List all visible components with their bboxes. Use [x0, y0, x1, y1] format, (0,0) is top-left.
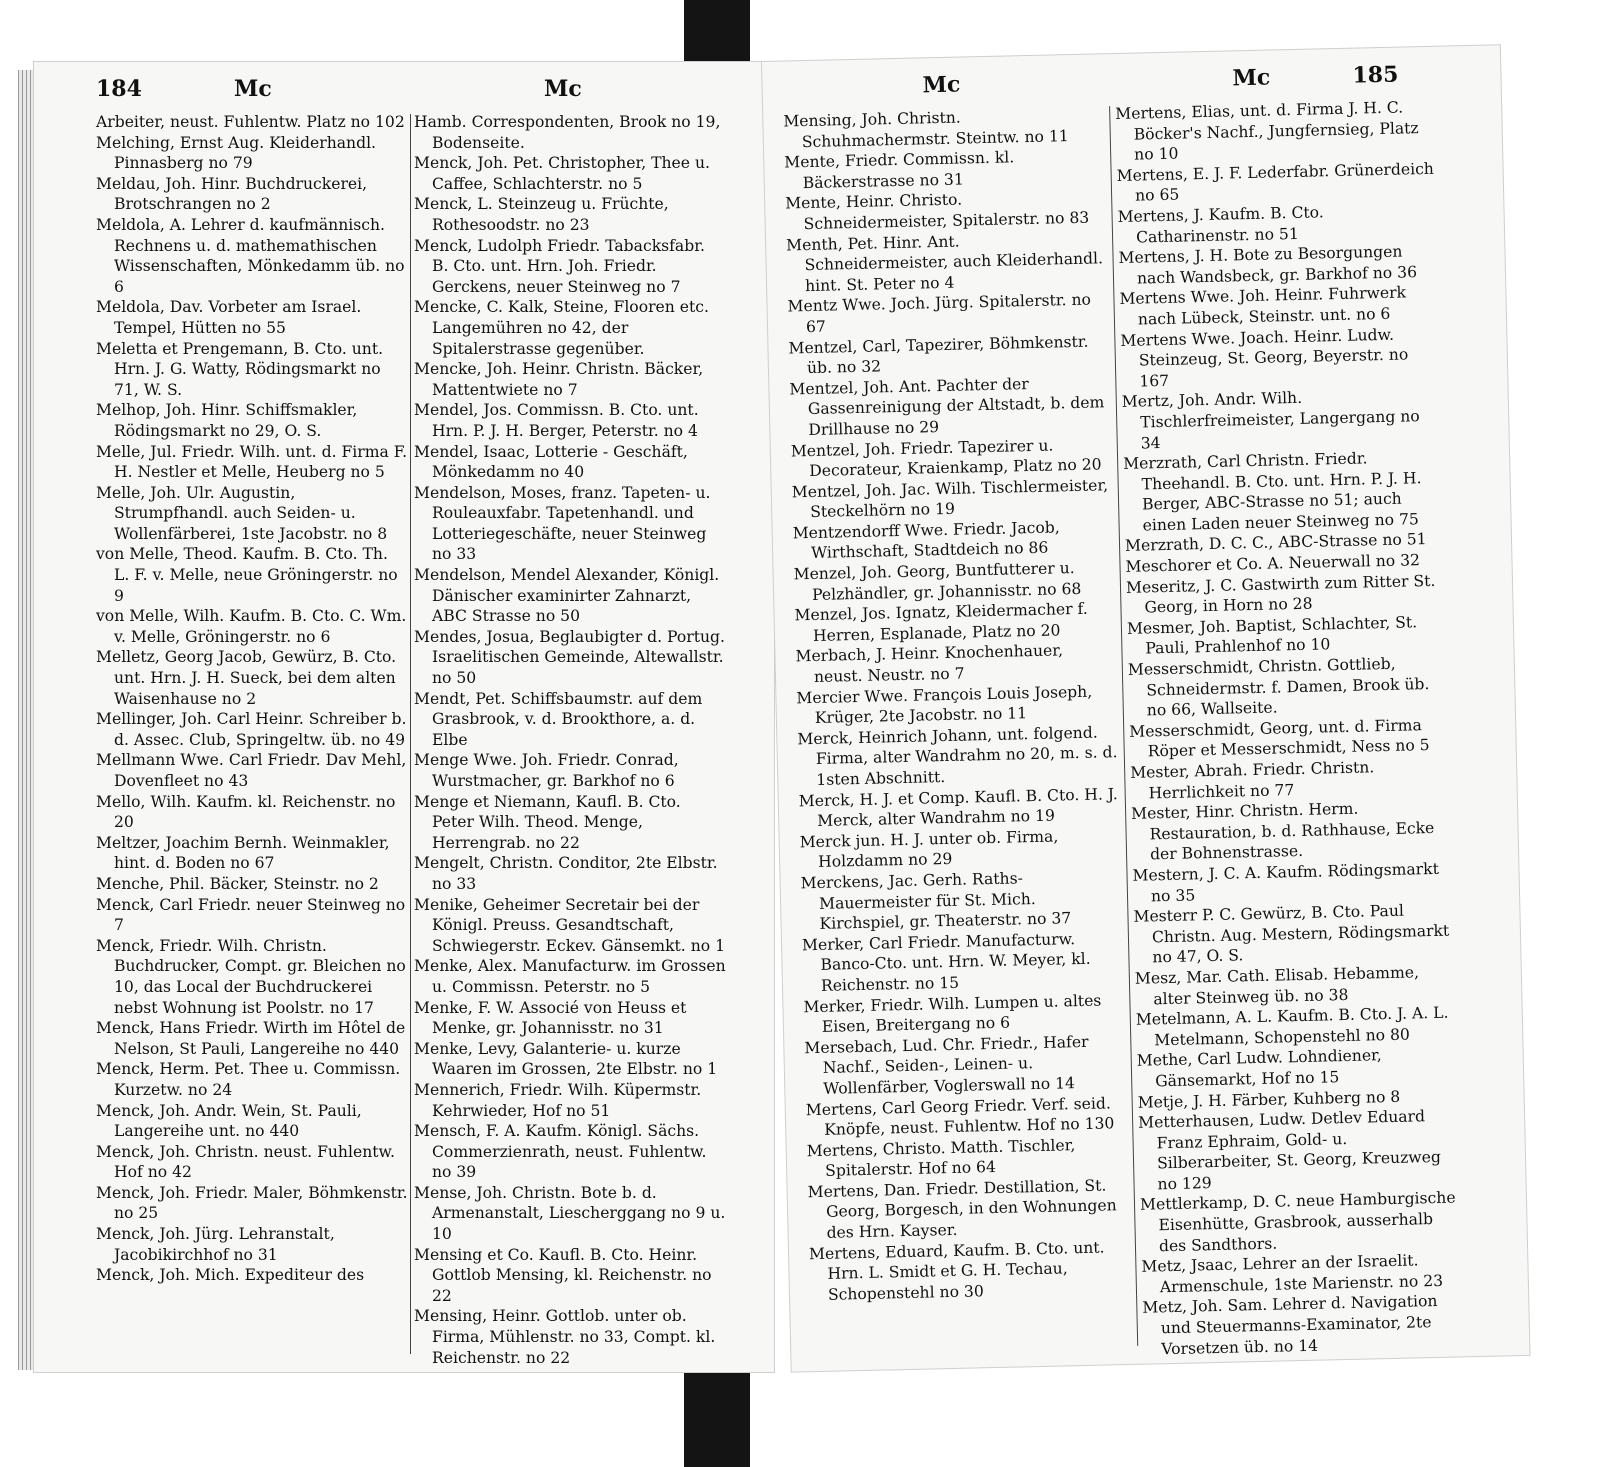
- directory-entry: Merck, H. J. et Comp. Kaufl. B. Cto. H. J. Merck, alter Wandrahm no 19: [798, 784, 1118, 831]
- running-head-left-2: Mc: [544, 76, 582, 102]
- directory-entry: Menck, Friedr. Wilh. Christn. Buchdrucker, Compt. gr. Bleichen no 10, das Local der Buchdruckerei nebst Wohnung ist Poolstr. no 17: [96, 936, 406, 1017]
- directory-entry: Mengelt, Christn. Conditor, 2te Elbstr. no 33: [414, 854, 718, 893]
- column-divider: [410, 114, 411, 1354]
- directory-entry: Mendes, Josua, Beglaubigter d. Portug. Israelitischen Gemeinde, Altewallstr. no 50: [414, 627, 725, 688]
- directory-entry: Menche, Phil. Bäcker, Steinstr. no 2: [96, 874, 379, 893]
- directory-entry: Mertens, E. J. F. Lederfabr. Grünerdeich no 65: [1116, 159, 1435, 205]
- directory-entry: Mertens, Dan. Friedr. Destillation, St. Georg, Borgesch, in den Wohnungen des Hrn. Kayser.: [807, 1176, 1117, 1242]
- directory-entry: Melletz, Georg Jacob, Gewürz, B. Cto. unt. Hrn. J. H. Sueck, bei dem alten Waisenhause no 2: [96, 648, 397, 708]
- directory-entry: Meldola, A. Lehrer d. kaufmännisch. Rechnens u. d. mathemathischen Wissenschaften, Mönkedamm üb. no 6: [96, 215, 405, 296]
- directory-entry: Menck, L. Steinzeug u. Früchte, Rothesoodstr. no 23: [414, 195, 669, 234]
- directory-entry: Arbeiter, neust. Fuhlentw. Platz no 102: [96, 113, 405, 131]
- directory-entry: Mendel, Isaac, Lotterie - Geschäft, Mönkedamm no 40: [414, 442, 688, 482]
- directory-entry: Mertens Wwe. Joach. Heinr. Ludw. Steinzeug, St. Georg, Beyerstr. no 167: [1120, 325, 1409, 391]
- directory-entry: Mendelson, Moses, franz. Tapeten- u. Rouleauxfabr. Tapetenhandl. und Lotteriegeschäfte, neuer Steinweg no 33: [414, 483, 711, 564]
- directory-entry: Mettlerkamp, D. C. neue Hamburgische Eisenhütte, Grasbrook, ausserhalb des Sandthors.: [1139, 1189, 1456, 1255]
- directory-entry: Menck, Ludolph Friedr. Tabacksfabr. B. Cto. unt. Hrn. Joh. Friedr. Gerckens, neuer Steinweg no 7: [414, 236, 705, 296]
- directory-entry: Meschorer et Co. A. Neuerwall no 32: [1125, 551, 1421, 576]
- running-head-right-2: Mc: [1232, 64, 1271, 92]
- directory-entry: Menck, Herm. Pet. Thee u. Commissn. Kurzetw. no 24: [96, 1060, 401, 1099]
- directory-entry: Metelmann, A. L. Kaufm. B. Cto. J. A. L. Metelmann, Schopenstehl no 80: [1135, 1003, 1449, 1050]
- directory-entry: Menck, Joh. Mich. Expediteur des: [96, 1266, 365, 1285]
- directory-entry: Merker, Carl Friedr. Manufacturw. Banco-Cto. unt. Hrn. W. Meyer, kl. Reichenstr. no 15: [801, 929, 1091, 995]
- directory-entry: Mester, Abrah. Friedr. Christn. Herrlichkeit no 77: [1130, 758, 1375, 803]
- directory-entry: Metz, Jsaac, Lehrer an der Israelit. Armenschule, 1ste Marienstr. no 23: [1141, 1251, 1444, 1297]
- directory-entry: Menck, Joh. Pet. Christopher, Thee u. Caffee, Schlachterstr. no 5: [414, 154, 710, 193]
- directory-entry: Mertens, J. H. Bote zu Besorgungen nach Wandsbeck, gr. Barkhof no 36: [1118, 242, 1418, 288]
- directory-entry: Merzrath, D. C. C., ABC-Strasse no 51: [1124, 530, 1427, 556]
- directory-entry: Mentzel, Carl, Tapezirer, Böhmkenstr. üb. no 32: [788, 332, 1089, 378]
- directory-entry: Metterhausen, Ludw. Detlev Eduard Franz Ephraim, Gold- u. Silberarbeiter, St. Georg, Kreuzweg no 129: [1137, 1107, 1442, 1194]
- directory-entry: Menge Wwe. Joh. Friedr. Conrad, Wurstmacher, gr. Barkhof no 6: [414, 751, 679, 790]
- directory-entry: Mencke, C. Kalk, Steine, Flooren etc. Langemühren no 42, der Spitalerstrasse gegenüber.: [414, 298, 709, 358]
- directory-entry: Mensing, Heinr. Gottlob. unter ob. Firma, Mühlenstr. no 33, Compt. kl. Reichenstr. no 22: [414, 1307, 716, 1367]
- directory-entry: Mennerich, Friedr. Wilh. Küpermstr. Kehrwieder, Hof no 51: [414, 1080, 702, 1120]
- directory-entry: Menck, Hans Friedr. Wirth im Hôtel de Nelson, St Pauli, Langereihe no 440: [96, 1019, 406, 1058]
- directory-entry: von Melle, Theod. Kaufm. B. Cto. Th. L. F. v. Melle, neue Gröningerstr. no 9: [96, 545, 398, 605]
- right-page: [762, 45, 1530, 1371]
- directory-entry: Mertens, Christo. Matth. Tischler, Spitalerstr. Hof no 64: [806, 1135, 1076, 1181]
- directory-entry: Mentzel, Joh. Ant. Pachter der Gassenreinigung der Altstadt, b. dem Drillhause no 29: [789, 374, 1105, 439]
- directory-entry: Melching, Ernst Aug. Kleiderhandl. Pinnasberg no 79: [96, 133, 377, 173]
- directory-entry: Mente, Friedr. Commissn. kl. Bäckerstrasse no 31: [784, 148, 1015, 192]
- directory-entry: Mensing et Co. Kaufl. B. Cto. Heinr. Gottlob Mensing, kl. Reichenstr. no 22: [414, 1245, 712, 1305]
- directory-entry: Mentzendorff Wwe. Friedr. Jacob, Wirthschaft, Stadtdeich no 86: [792, 518, 1060, 563]
- directory-entry: Metz, Joh. Sam. Lehrer d. Navigation und Steuermanns-Examinator, 2te Vorsetzen üb. no 14: [1142, 1292, 1438, 1358]
- directory-entry: Meldola, Dav. Vorbeter am Israel. Tempel, Hütten no 55: [96, 298, 362, 337]
- directory-entry: von Melle, Wilh. Kaufm. B. Cto. C. Wm. v. Melle, Gröningerstr. no 6: [96, 607, 407, 646]
- directory-entry: Mendel, Jos. Commissn. B. Cto. unt. Hrn. P. J. H. Berger, Peterstr. no 4: [414, 401, 699, 440]
- directory-entry: Melhop, Joh. Hinr. Schiffsmakler, Rödingsmarkt no 29, O. S.: [96, 401, 358, 440]
- directory-entry: Menck, Carl Friedr. neuer Steinweg no 7: [96, 895, 406, 935]
- directory-entry: Mense, Joh. Christn. Bote b. d. Armenanstalt, Liescherggang no 9 u. 10: [414, 1183, 726, 1244]
- directory-entry: Meldau, Joh. Hinr. Buchdruckerei, Brotschrangen no 2: [96, 174, 368, 214]
- running-head-right-1: Mc: [922, 71, 961, 99]
- directory-entry: Mellinger, Joh. Carl Heinr. Schreiber b. d. Assec. Club, Springeltw. üb. no 49: [96, 710, 407, 749]
- directory-entry: Methe, Carl Ludw. Lohndiener, Gänsemarkt, Hof no 15: [1136, 1046, 1382, 1091]
- directory-entry: Messerschmidt, Christn. Gottlieb, Schneidermstr. f. Damen, Brook üb. no 66, Wallseite.: [1127, 654, 1430, 720]
- right-page-column-2: [1115, 97, 1463, 1360]
- left-page-column-1: [96, 112, 408, 1286]
- directory-entry: Mentzel, Joh. Friedr. Tapezirer u. Decorateur, Kraienkamp, Platz no 20: [790, 435, 1102, 481]
- directory-entry: Mente, Heinr. Christo. Schneidermeister, Spitalerstr. no 83: [785, 190, 1090, 234]
- directory-entry: Mentz Wwe. Joch. Jürg. Spitalerstr. no 67: [787, 290, 1092, 337]
- directory-entry: Mesmer, Joh. Baptist, Schlachter, St. Pauli, Prahlenhof no 10: [1126, 613, 1418, 658]
- directory-entry: Mertens, J. Kaufm. B. Cto. Catharinenstr. no 51: [1117, 203, 1324, 247]
- directory-entry: Meseritz, J. C. Gastwirth zum Ritter St. Georg, in Horn no 28: [1125, 571, 1436, 617]
- directory-entry: Merckens, Jac. Gerh. Raths-Mauermeister für St. Mich. Kirchspiel, gr. Theaterstr. no 37: [800, 869, 1072, 934]
- left-page-column-2: [414, 112, 726, 1368]
- directory-entry: Merker, Friedr. Wilh. Lumpen u. altes Eisen, Breitergang no 6: [803, 991, 1102, 1037]
- directory-entry: Meletta et Prengemann, B. Cto. unt. Hrn. J. G. Watty, Rödingsmarkt no 71, W. S.: [96, 339, 384, 399]
- directory-entry: Mesterr P. C. Gewürz, B. Cto. Paul Christn. Aug. Mestern, Rödingsmarkt no 47, O. S.: [1133, 901, 1450, 967]
- directory-entry: Menke, Alex. Manufacturw. im Grossen u. Commissn. Peterstr. no 5: [414, 957, 726, 996]
- directory-entry: Menck, Joh. Christn. neust. Fuhlentw. Hof no 42: [96, 1142, 395, 1182]
- directory-entry: Merzrath, Carl Christn. Friedr. Theehandl. B. Cto. unt. Hrn. P. J. H. Berger, ABC-Strasse no 51; auch einen Laden neuer Steinweg no 75: [1123, 449, 1422, 535]
- left-page: [34, 62, 774, 1372]
- directory-entry: Mertens, Elias, unt. d. Firma J. H. C. Böcker's Nachf., Jungfernsieg, Platz no 10: [1115, 98, 1419, 164]
- page-number-right: 185: [1352, 61, 1399, 89]
- directory-entry: Mersebach, Lud. Chr. Friedr., Hafer Nachf., Seiden-, Leinen- u. Wollenfärber, Voglerswall no 14: [804, 1032, 1089, 1098]
- directory-entry: Meltzer, Joachim Bernh. Weinmakler, hint. d. Boden no 67: [96, 833, 390, 873]
- directory-entry: Mentzel, Joh. Jac. Wilh. Tischlermeister, Steckelhörn no 19: [791, 475, 1109, 522]
- directory-entry: Melle, Joh. Ulr. Augustin, Strumpfhandl. auch Seiden- u. Wollenfärberei, 1ste Jacobstr. no 8: [96, 483, 388, 543]
- directory-entry: Merck, Heinrich Johann, unt. folgend. Firma, alter Wandrahm no 20, m. s. d. 1sten Abschnitt.: [797, 723, 1118, 789]
- directory-entry: Mensch, F. A. Kaufm. Königl. Sächs. Commerzienrath, neust. Fuhlentw. no 39: [414, 1122, 707, 1182]
- directory-entry: Mellmann Wwe. Carl Friedr. Dav Mehl, Dovenfleet no 43: [96, 751, 407, 790]
- directory-entry: Mertz, Joh. Andr. Wilh. Tischlerfreimeister, Langergang no 34: [1121, 389, 1420, 453]
- directory-entry: Menck, Joh. Friedr. Maler, Böhmkenstr. no 25: [96, 1183, 408, 1223]
- directory-entry: Mertens, Carl Georg Friedr. Verf. seid. Knöpfe, neust. Fuhlentw. Hof no 130: [805, 1093, 1115, 1139]
- directory-entry: Menck, Joh. Jürg. Lehranstalt, Jacobikirchhof no 31: [96, 1225, 335, 1264]
- directory-entry: Mendelson, Mendel Alexander, Königl. Dänischer examinirter Zahnarzt, ABC Strasse no 50: [414, 566, 720, 626]
- directory-entry: Mesz, Mar. Cath. Elisab. Hebamme, alter Steinweg üb. no 38: [1134, 963, 1420, 1008]
- directory-entry: Menke, F. W. Associé von Heuss et Menke, gr. Johannisstr. no 31: [414, 998, 687, 1038]
- directory-entry: Mestern, J. C. A. Kaufm. Rödingsmarkt no 35: [1132, 859, 1440, 905]
- directory-entry: Mencke, Joh. Heinr. Christn. Bäcker, Mattentwiete no 7: [414, 360, 704, 399]
- left-page-header: [34, 68, 774, 108]
- directory-entry: Merck jun. H. J. unter ob. Firma, Holzdamm no 29: [799, 827, 1059, 872]
- directory-entry: Menck, Joh. Andr. Wein, St. Pauli, Langereihe unt. no 440: [96, 1101, 362, 1141]
- directory-entry: Mendt, Pet. Schiffsbaumstr. auf dem Grasbrook, v. d. Brookthore, a. d. Elbe: [414, 689, 703, 749]
- directory-entry: Melle, Jul. Friedr. Wilh. unt. d. Firma F. H. Nestler et Melle, Heuberg no 5: [96, 442, 408, 482]
- page-number-left: 184: [96, 76, 142, 102]
- directory-entry: Menge et Niemann, Kaufl. B. Cto. Peter Wilh. Theod. Menge, Herrengrab. no 22: [414, 792, 681, 852]
- right-page-column-1: [783, 104, 1130, 1305]
- directory-entry: Merbach, J. Heinr. Knochenhauer, neust. Neustr. no 7: [795, 641, 1064, 687]
- directory-entry: Menke, Levy, Galanterie- u. kurze Waaren im Grossen, 2te Elbstr. no 1: [414, 1039, 718, 1079]
- directory-entry: Menzel, Jos. Ignatz, Kleidermacher f. Herren, Esplanade, Platz no 20: [794, 600, 1088, 645]
- directory-entry: Mertens, Eduard, Kaufm. B. Cto. unt. Hrn. L. Smidt et G. H. Techau, Schopenstehl no 30: [808, 1238, 1105, 1304]
- directory-entry: Messerschmidt, Georg, unt. d. Firma Röper et Messerschmidt, Ness no 5: [1129, 716, 1430, 761]
- directory-entry: Mercier Wwe. François Louis Joseph, Krüger, 2te Jacobstr. no 11: [796, 682, 1093, 728]
- running-head-left-1: Mc: [234, 76, 272, 102]
- directory-entry: Menike, Geheimer Secretair bei der Königl. Preuss. Gesandtschaft, Schwiegerstr. Eckev. Gänsemkt. no 1: [414, 895, 726, 955]
- directory-entry: Mello, Wilh. Kaufm. kl. Reichenstr. no 20: [96, 792, 396, 832]
- directory-entry: Menth, Pet. Hinr. Ant. Schneidermeister, auch Kleiderhandl. hint. St. Peter no 4: [785, 232, 1104, 295]
- directory-entry: Menzel, Joh. Georg, Buntfutterer u. Pelzhändler, gr. Johannisstr. no 68: [793, 559, 1082, 604]
- directory-entry: Mensing, Joh. Christn. Schuhmachermstr. Steintw. no 11: [783, 108, 1069, 151]
- directory-entry: Mester, Hinr. Christn. Herm. Restauration, b. d. Rathhause, Ecke der Bohnenstrasse.: [1130, 799, 1435, 864]
- directory-entry: Hamb. Correspondenten, Brook no 19, Bodenseite.: [414, 113, 721, 152]
- directory-entry: Metje, J. H. Färber, Kuhberg no 8: [1137, 1087, 1401, 1112]
- directory-entry: Mertens Wwe. Joh. Heinr. Fuhrwerk nach Lübeck, Steinstr. unt. no 6: [1119, 283, 1407, 329]
